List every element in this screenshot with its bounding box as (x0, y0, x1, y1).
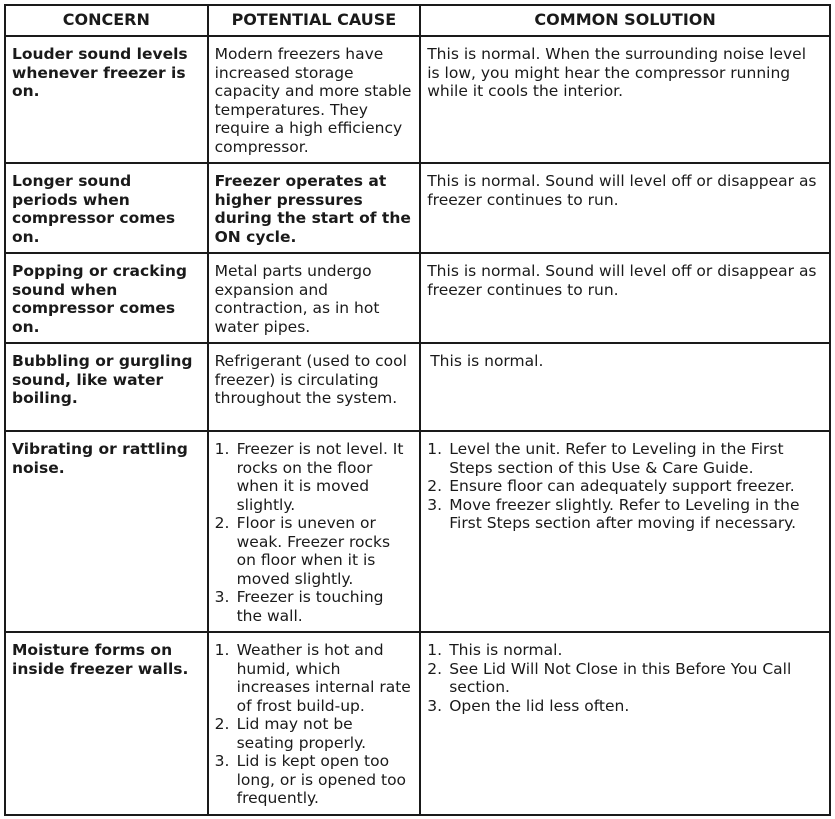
list-number: 1. (214, 440, 230, 458)
list-item-text: See Lid Will Not Close in this Before You Call section. (449, 659, 792, 696)
concern-cell: Bubbling or gurgling sound, like water boiling. (5, 343, 208, 431)
troubleshooting-table-wrapper (4, 4, 831, 816)
list-item (427, 660, 823, 697)
list-item-text: Ensure floor can adequately support freezer. (449, 477, 795, 495)
list-item-text: This is normal. (449, 641, 563, 659)
list-number: 1. (427, 440, 443, 458)
list-number: 3. (427, 495, 443, 514)
header-potential-cause: POTENTIAL CAUSE (208, 5, 421, 36)
cause-cell: Refrigerant (used to cool freezer) is circulating throughout the system. (208, 343, 421, 431)
table-row (5, 163, 830, 253)
solution-cell: This is normal. (420, 343, 830, 431)
list-item (215, 715, 414, 752)
cause-cell: Metal parts undergo expansion and contraction, as in hot water pipes. (208, 253, 421, 343)
solution-cell (420, 632, 830, 815)
list-item (215, 514, 414, 588)
list-number: 2. (214, 715, 230, 733)
table-row (5, 343, 830, 431)
list-number: 3. (214, 752, 230, 770)
solution-cell: This is normal. Sound will level off or disappear as freezer continues to run. (420, 253, 830, 343)
list-number: 3. (427, 696, 443, 715)
concern-cell: Moisture forms on inside freezer walls. (5, 632, 208, 815)
header-common-solution: COMMON SOLUTION (420, 5, 830, 36)
concern-cell: Popping or cracking sound when compressor comes on. (5, 253, 208, 343)
list-item-text: Lid may not be seating properly. (236, 715, 366, 752)
concern-cell: Louder sound levels whenever freezer is on. (5, 36, 208, 163)
solution-cell (420, 431, 830, 632)
list-item (427, 496, 823, 533)
list-item (215, 641, 414, 715)
list-item (215, 440, 414, 514)
list-item-text: Level the unit. Refer to Leveling in the First Steps section of this Use & Care Guide. (449, 440, 784, 477)
cause-cell (208, 632, 421, 815)
list-item (215, 752, 414, 808)
list-item (427, 697, 823, 716)
list-item (427, 641, 823, 660)
list-item-text: Freezer is touching the wall. (236, 588, 384, 625)
solution-cell: This is normal. Sound will level off or disappear as freezer continues to run. (420, 163, 830, 253)
solution-cell: This is normal. When the surrounding noise level is low, you might hear the compressor running while it cools the interior. (420, 36, 830, 163)
list-number: 2. (214, 514, 230, 532)
troubleshooting-table (4, 4, 831, 816)
table-row (5, 253, 830, 343)
table-row (5, 431, 830, 632)
cause-list (215, 440, 414, 625)
header-row (5, 5, 830, 36)
concern-cell: Vibrating or rattling noise. (5, 431, 208, 632)
list-item-text: Lid is kept open too long, or is opened too frequently. (236, 752, 407, 807)
list-number: 2. (427, 477, 443, 495)
cause-list (215, 641, 414, 808)
cause-cell (208, 431, 421, 632)
list-item-text: Open the lid less often. (449, 696, 630, 715)
list-number: 1. (427, 641, 443, 659)
list-item-text: Floor is uneven or weak. Freezer rocks on floor when it is moved slightly. (236, 514, 391, 588)
list-item-text: Freezer is not level. It rocks on the floor when it is moved slightly. (236, 440, 404, 514)
solution-list (427, 440, 823, 533)
list-number: 2. (427, 659, 443, 678)
solution-list (427, 641, 823, 715)
concern-cell: Longer sound periods when compressor comes on. (5, 163, 208, 253)
list-item (427, 477, 823, 496)
list-number: 3. (214, 588, 230, 606)
list-number: 1. (214, 641, 230, 659)
table-row (5, 36, 830, 163)
list-item (427, 440, 823, 477)
header-concern: CONCERN (5, 5, 208, 36)
list-item-text: Weather is hot and humid, which increases internal rate of frost build-up. (236, 641, 411, 715)
table-row (5, 632, 830, 815)
list-item-text: Move freezer slightly. Refer to Leveling in the First Steps section after moving if necessary. (449, 495, 800, 532)
cause-cell: Modern freezers have increased storage capacity and more stable temperatures. They require a high efficiency compressor. (208, 36, 421, 163)
cause-cell: Freezer operates at higher pressures during the start of the ON cycle. (208, 163, 421, 253)
list-item (215, 588, 414, 625)
